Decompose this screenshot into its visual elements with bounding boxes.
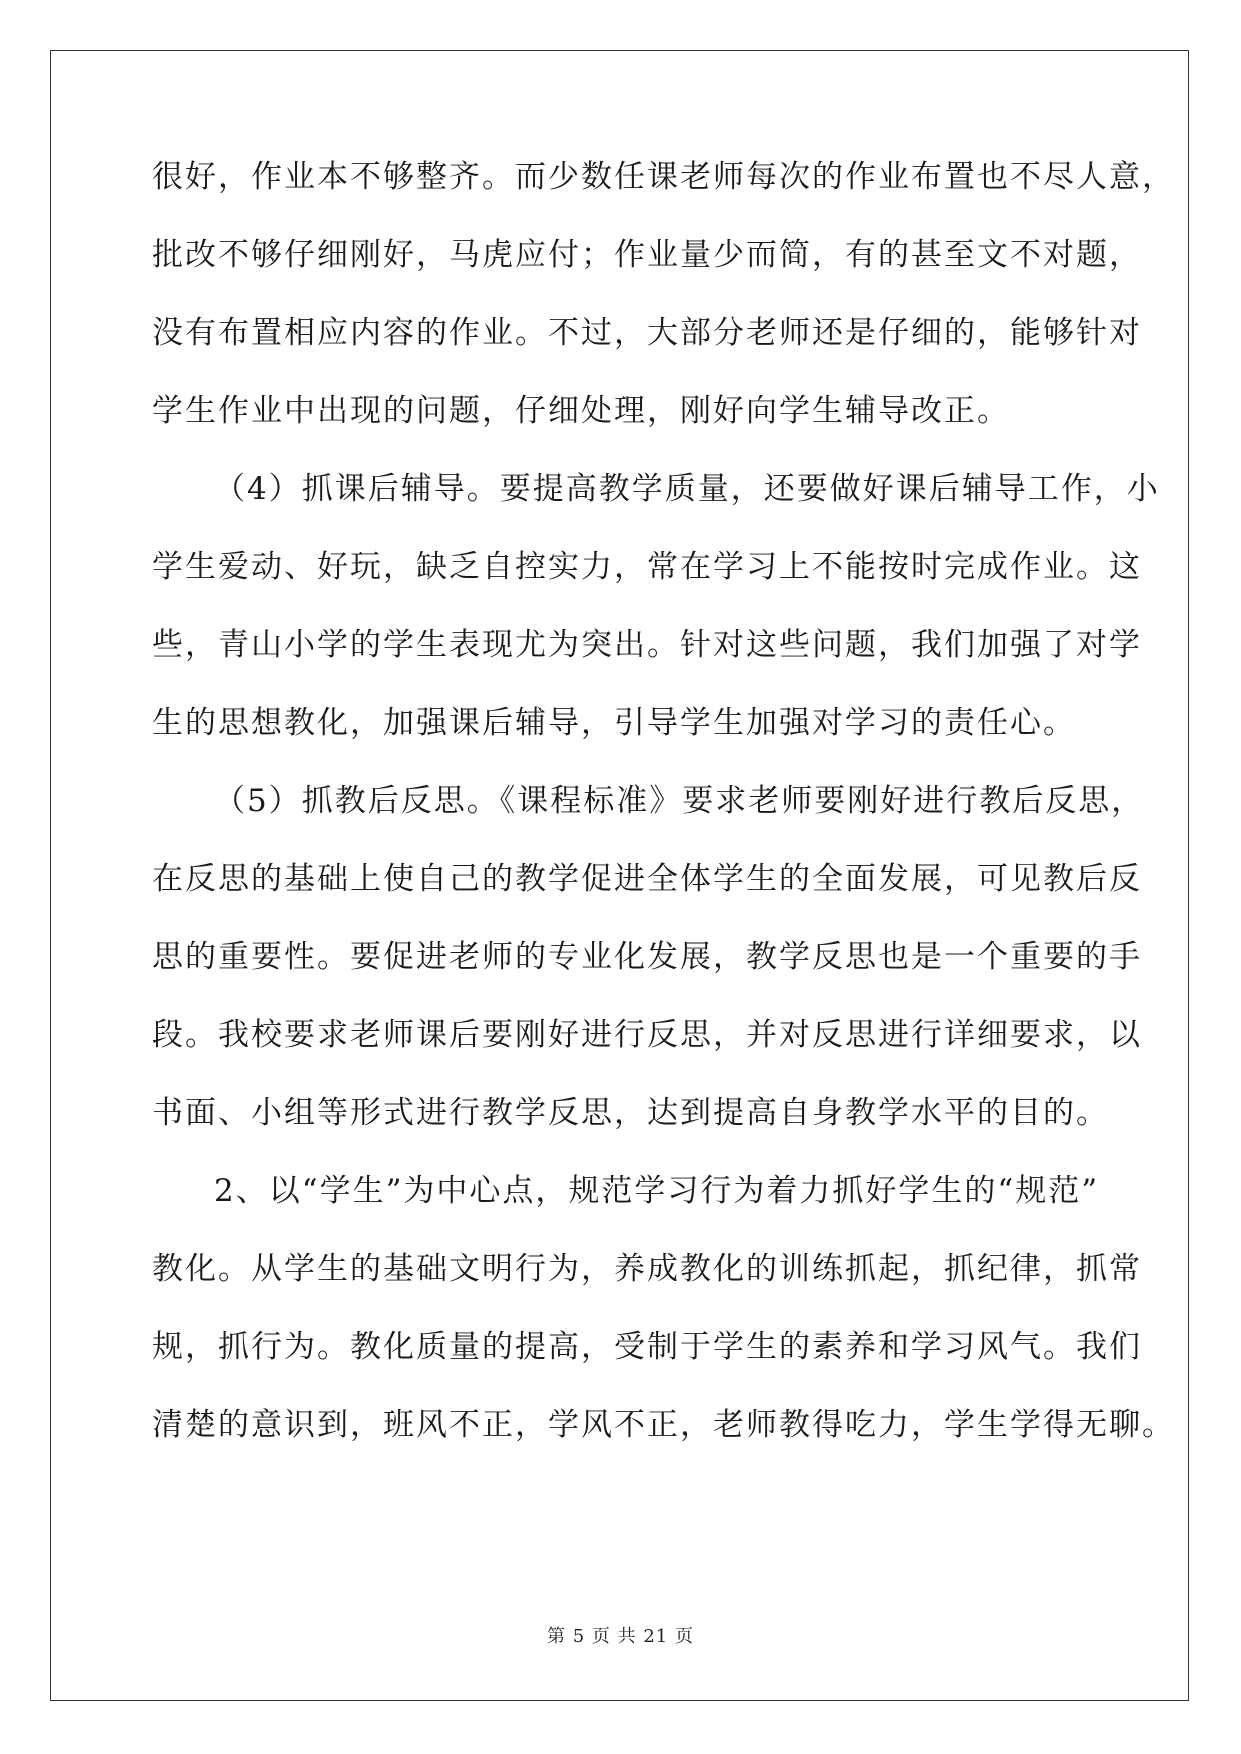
text-line: 学生作业中出现的问题，仔细处理，刚好向学生辅导改正。	[152, 393, 1010, 429]
page-number-footer: 第 5 页 共 21 页	[547, 1626, 694, 1647]
text-line: 在反思的基础上使自己的教学促进全体学生的全面发展，可见教后反	[152, 861, 1142, 897]
text-line: 很好，作业本不够整齐。而少数任课老师每次的作业布置也不尽人意，	[152, 159, 1175, 195]
text-line: 规，抓行为。教化质量的提高，受制于学生的素养和学习风气。我们	[152, 1329, 1142, 1365]
text-line: （5）抓教后反思。《课程标准》要求老师要刚好进行教后反思，	[214, 783, 1145, 819]
text-line: 2、以“学生”为中心点，规范学习行为着力抓好学生的“规范”	[214, 1173, 1100, 1209]
document-body	[152, 156, 1175, 1482]
text-line: 些，青山小学的学生表现尤为突出。针对这些问题，我们加强了对学	[152, 627, 1142, 663]
text-line: 书面、小组等形式进行教学反思，达到提高自身教学水平的目的。	[152, 1095, 1109, 1131]
text-line: （4）抓课后辅导。要提高教学质量，还要做好课后辅导工作，小	[214, 471, 1160, 507]
text-line: 没有布置相应内容的作业。不过，大部分老师还是仔细的，能够针对	[152, 315, 1142, 351]
text-line: 批改不够仔细刚好，马虎应付；作业量少而简，有的甚至文不对题，	[152, 237, 1142, 273]
text-line: 清楚的意识到，班风不正，学风不正，老师教得吃力，学生学得无聊。	[152, 1407, 1175, 1443]
text-line: 学生爱动、好玩，缺乏自控实力，常在学习上不能按时完成作业。这	[152, 549, 1142, 585]
text-line: 生的思想教化，加强课后辅导，引导学生加强对学习的责任心。	[152, 705, 1076, 741]
text-line: 思的重要性。要促进老师的专业化发展，教学反思也是一个重要的手	[152, 939, 1142, 975]
text-line: 段。我校要求老师课后要刚好进行反思，并对反思进行详细要求，以	[152, 1017, 1142, 1053]
text-line: 教化。从学生的基础文明行为，养成教化的训练抓起，抓纪律，抓常	[152, 1251, 1142, 1287]
